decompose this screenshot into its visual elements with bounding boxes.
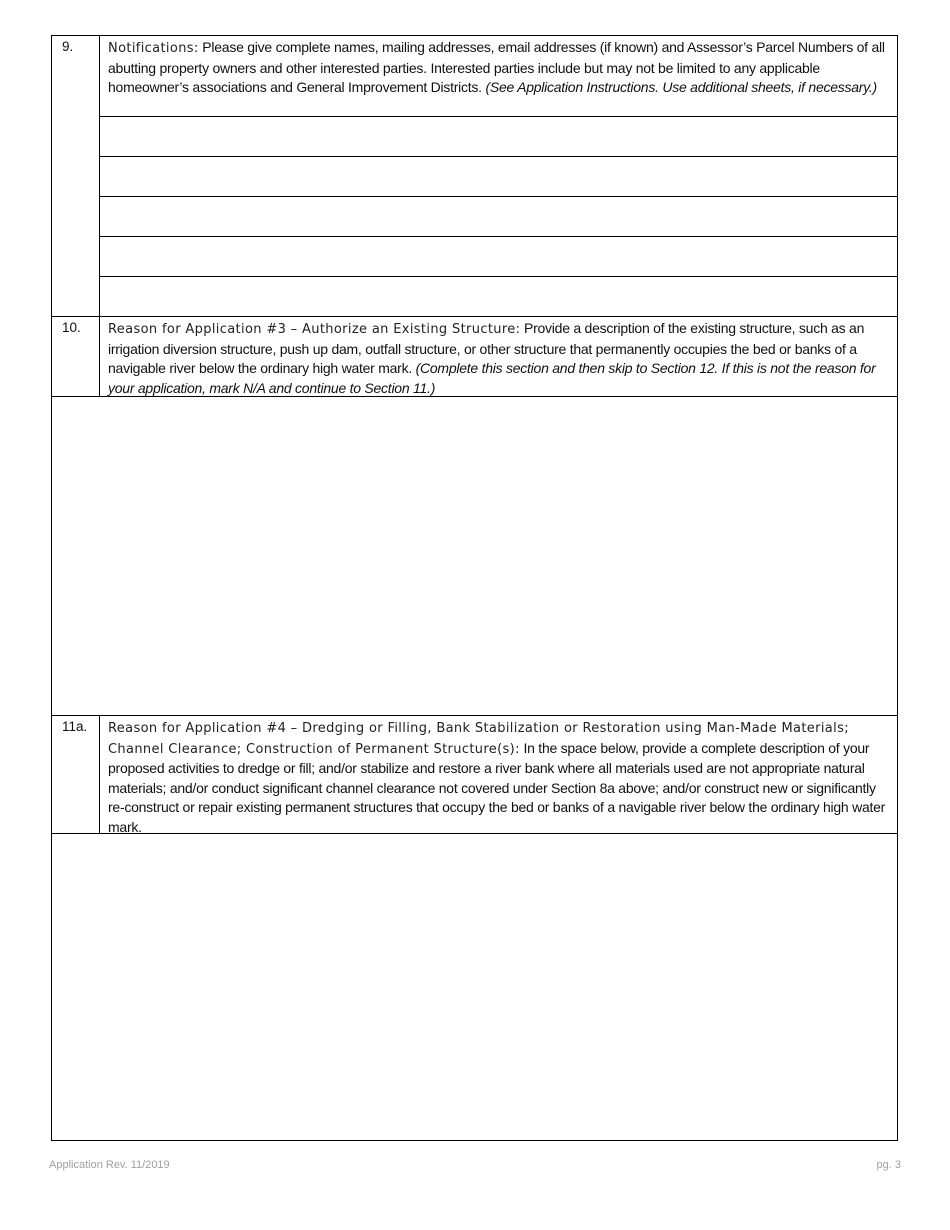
application-form-table — [51, 35, 898, 1141]
notification-entry-line-5[interactable] — [100, 277, 897, 316]
section-9-number: 9. — [52, 36, 100, 316]
revision-label: Application Rev. 11/2019 — [49, 1159, 170, 1171]
section-10-note: (Complete this section and then skip to Section 12. If this is not the reason for your application, mark N/A and continue to Section 11.) — [108, 360, 876, 396]
section-9-note: (See Application Instructions. Use additional sheets, if necessary.) — [485, 79, 877, 96]
section-9-instructions — [100, 36, 897, 116]
page-number: pg. 3 — [876, 1159, 901, 1171]
section-9-body: Please give complete names, mailing addresses, email addresses (if known) and Assessor’s Parcel Numbers of all abutting property owners and other interested parties. Interested parties include but may not be limited to any applicable homeowner’s associations and General Improvement Districts. — [108, 39, 885, 96]
section-11a-answer-area[interactable] — [52, 834, 897, 1139]
section-11a-row — [52, 716, 897, 833]
section-11a-heading: Reason for Application #4 – Dredging or Filling, Bank Stabilization or Restoration using Man-Made Materials; Channel Clearance; Construction of Permanent Structure(s): — [108, 721, 849, 757]
section-11a-body: In the space below, provide a complete description of your proposed activities to dredge or fill; and/or stabilize and restore a river bank where all materials used are not appropriate natural materials; and/or conduct significant channel clearance not covered under Section 8a above; and/or construct new or significantly re-construct or repair existing permanent structures that occupy the bed or banks of a navigable river below the ordinary high water mark. — [108, 739, 886, 835]
section-9-row — [52, 36, 897, 316]
section-10-heading: Reason for Application #3 – Authorize an Existing Structure: — [108, 322, 521, 337]
notification-entry-line-2[interactable] — [100, 157, 897, 196]
section-11a-instructions — [100, 716, 897, 833]
section-10-number: 10. — [52, 317, 100, 396]
section-10-answer-area[interactable] — [52, 397, 897, 715]
notification-entry-line-1[interactable] — [100, 117, 897, 156]
section-10-instructions — [100, 317, 897, 396]
section-10-row — [52, 317, 897, 396]
notification-entry-line-4[interactable] — [100, 237, 897, 276]
section-11a-number: 11a. — [52, 716, 100, 833]
section-9-heading: Notifications: — [108, 41, 199, 56]
section-10-body: Provide a description of the existing structure, such as an irrigation diversion structure, push up dam, outfall structure, or other structure that permanently occupies the bed or banks of a navigable river below the ordinary high water mark. — [108, 320, 865, 377]
notification-entry-line-3[interactable] — [100, 197, 897, 236]
